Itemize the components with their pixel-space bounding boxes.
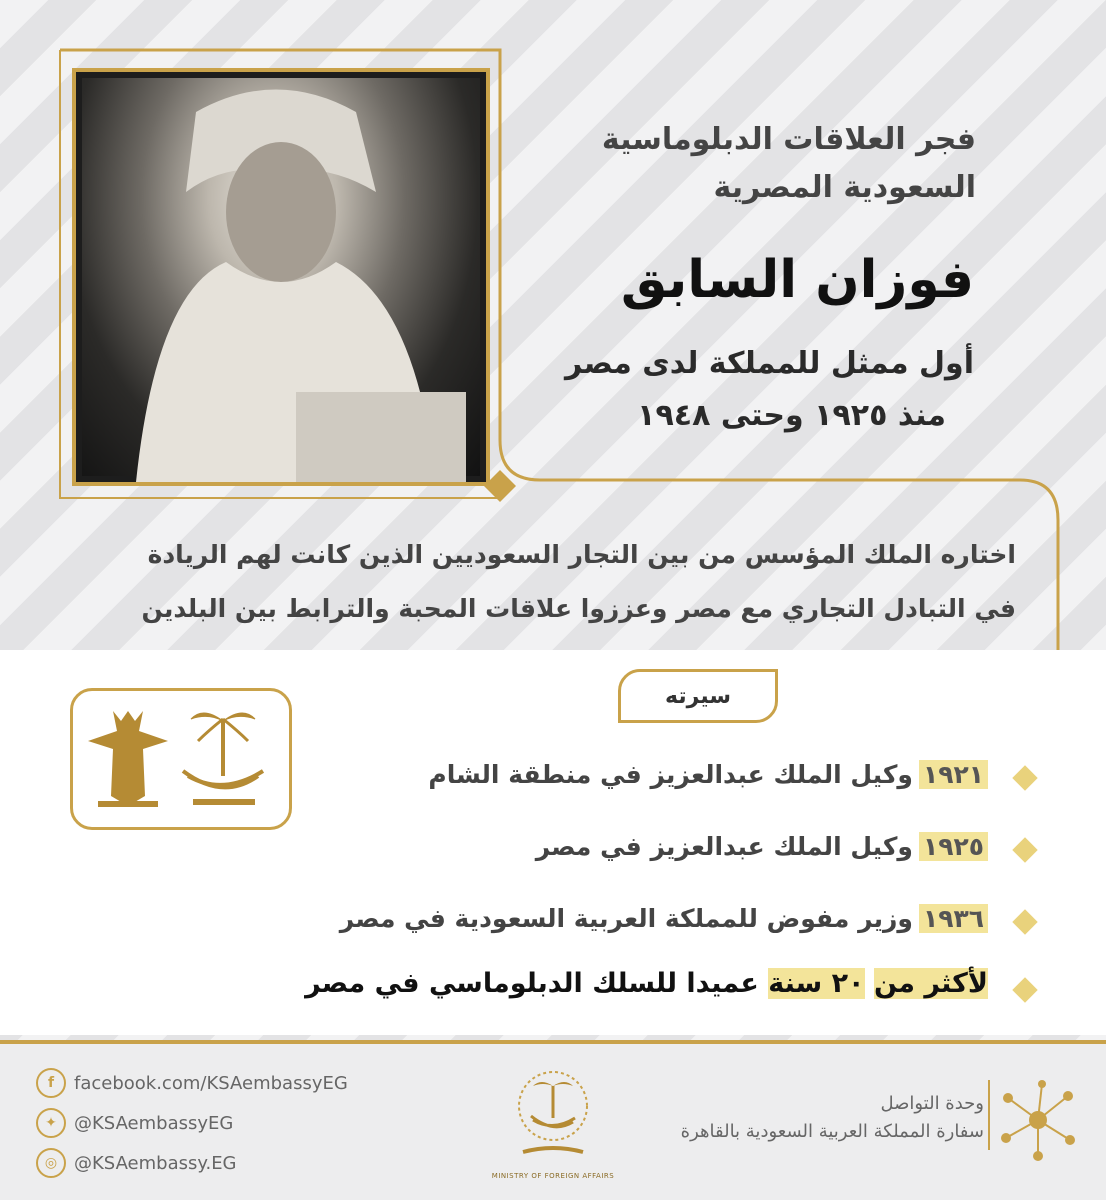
- instagram-handle: @KSAembassy.EG: [74, 1152, 237, 1174]
- bio-item-1921: [428, 760, 988, 789]
- ministry-emblem-icon: [505, 1068, 601, 1168]
- bio-item-1936: [340, 904, 988, 933]
- unit-name: وحدة التواصل: [880, 1093, 984, 1114]
- bio-year: ١٩٢٥: [919, 832, 988, 861]
- portrait-photo: [72, 68, 490, 486]
- bio-text: وكيل الملك عبدالعزيز في منطقة الشام: [428, 760, 913, 789]
- footer-divider: [988, 1080, 990, 1150]
- intro-line-2: في التبادل التجاري مع مصر وعززوا علاقات المحبة والترابط بين البلدين: [141, 594, 1016, 623]
- service-period: منذ ١٩٢٥ وحتى ١٩٤٨: [637, 398, 946, 433]
- embassy-name: سفارة المملكة العربية السعودية بالقاهرة: [680, 1121, 984, 1142]
- bio-tag: سيرته: [618, 669, 778, 723]
- bio-last-prefix: لأكثر من: [873, 968, 988, 999]
- role-title: أول ممثل للمملكة لدى مصر: [565, 346, 974, 381]
- subtitle-line-2: السعودية المصرية: [713, 170, 976, 205]
- bio-text: وكيل الملك عبدالعزيز في مصر: [535, 832, 913, 861]
- facebook-handle: facebook.com/KSAembassyEG: [74, 1072, 348, 1094]
- network-icon: [996, 1078, 1080, 1162]
- emblems-box: [70, 688, 292, 830]
- subtitle-line-1: فجر العلاقات الدبلوماسية: [601, 122, 976, 157]
- bio-item-dean: [305, 968, 988, 999]
- bio-last-highlight: ٢٠ سنة: [768, 968, 865, 999]
- bio-last-suffix: عميدا للسلك الدبلوماسي في مصر: [305, 968, 759, 999]
- instagram-icon: ◎: [36, 1148, 66, 1178]
- facebook-link[interactable]: [36, 1068, 348, 1098]
- ministry-name-en: MINISTRY OF FOREIGN AFFAIRS: [491, 1172, 615, 1180]
- bio-item-1925: [536, 832, 988, 861]
- saudi-palm-swords-icon: [183, 713, 263, 805]
- portrait-figure: [76, 72, 486, 482]
- instagram-link[interactable]: [36, 1148, 237, 1178]
- egypt-eagle-icon: [88, 711, 168, 807]
- intro-line-1: اختاره الملك المؤسس من بين التجار السعوديين الذين كانت لهم الريادة: [147, 540, 1016, 569]
- bio-year: ١٩٢١: [919, 760, 988, 789]
- person-name: فوزان السابق: [620, 250, 974, 310]
- bio-text: وزير مفوض للمملكة العربية السعودية في مصر: [339, 904, 913, 933]
- twitter-icon: ✦: [36, 1108, 66, 1138]
- facebook-icon: f: [36, 1068, 66, 1098]
- bio-year: ١٩٣٦: [919, 904, 988, 933]
- twitter-link[interactable]: [36, 1108, 233, 1138]
- twitter-handle: @KSAembassyEG: [74, 1112, 234, 1134]
